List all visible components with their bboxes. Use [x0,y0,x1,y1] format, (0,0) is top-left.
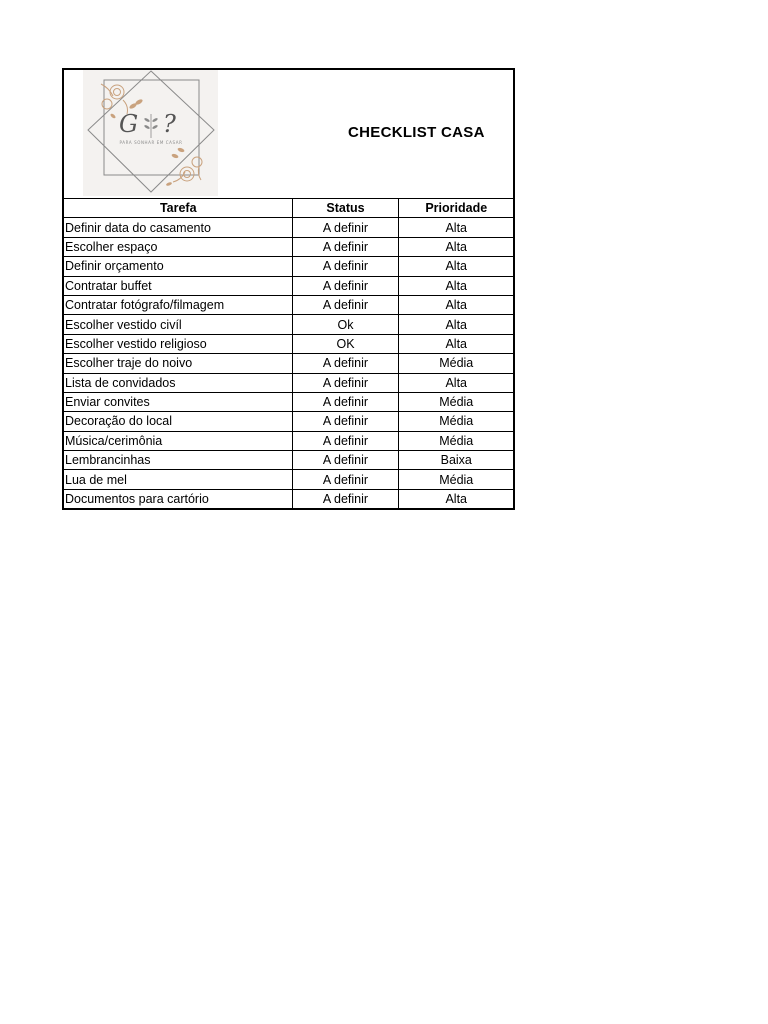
priority-cell[interactable]: Média [398,392,513,411]
sheet-header [64,70,513,199]
priority-cell[interactable]: Alta [398,276,513,295]
task-cell[interactable]: Música/cerimônia [64,431,292,450]
table-row [64,431,513,450]
task-cell[interactable]: Lista de convidados [64,373,292,392]
table-row [64,373,513,392]
status-cell[interactable]: A definir [292,257,398,276]
table-row [64,237,513,256]
svg-text:PARA SONHAR EM CASAR: PARA SONHAR EM CASAR [119,140,183,145]
status-cell[interactable]: A definir [292,237,398,256]
column-header-tarefa: Tarefa [64,199,292,218]
priority-cell[interactable]: Alta [398,295,513,314]
status-cell[interactable]: A definir [292,489,398,508]
task-cell[interactable]: Escolher vestido religioso [64,334,292,353]
table-row [64,354,513,373]
status-cell[interactable]: Ok [292,315,398,334]
task-cell[interactable]: Lembrancinhas [64,451,292,470]
page-title: CHECKLIST CASA [348,124,485,141]
table-header-row [64,199,513,218]
task-cell[interactable]: Definir data do casamento [64,218,292,237]
table-row [64,334,513,353]
task-cell[interactable]: Escolher vestido civíl [64,315,292,334]
task-cell[interactable]: Contratar fotógrafo/filmagem [64,295,292,314]
priority-cell[interactable]: Alta [398,489,513,508]
status-cell[interactable]: A definir [292,451,398,470]
task-cell[interactable]: Contratar buffet [64,276,292,295]
status-cell[interactable]: A definir [292,295,398,314]
column-header-prioridade: Prioridade [425,201,488,216]
priority-cell[interactable]: Média [398,354,513,373]
priority-cell[interactable]: Alta [398,218,513,237]
status-cell[interactable]: A definir [292,373,398,392]
status-cell[interactable]: A definir [292,431,398,450]
task-cell[interactable]: Escolher espaço [64,237,292,256]
priority-cell[interactable]: Média [398,470,513,489]
table-row [64,412,513,431]
table-row [64,218,513,237]
table-row [64,295,513,314]
table-row [64,315,513,334]
checklist-sheet [62,68,515,510]
status-cell[interactable]: A definir [292,354,398,373]
task-cell[interactable]: Documentos para cartório [64,489,292,508]
priority-cell[interactable]: Alta [398,373,513,392]
svg-text:G: G [119,110,139,138]
task-cell[interactable]: Lua de mel [64,470,292,489]
priority-cell[interactable]: Alta [398,334,513,353]
svg-text:?: ? [163,110,176,138]
status-cell[interactable]: A definir [292,412,398,431]
priority-cell[interactable]: Média [398,431,513,450]
status-cell[interactable]: A definir [292,470,398,489]
status-cell[interactable]: A definir [292,218,398,237]
priority-cell[interactable]: Alta [398,257,513,276]
task-cell[interactable]: Definir orçamento [64,257,292,276]
checklist-table [64,199,513,508]
table-row [64,392,513,411]
table-row [64,470,513,489]
task-cell[interactable]: Escolher traje do noivo [64,354,292,373]
priority-cell[interactable]: Alta [398,237,513,256]
monogram-logo-graphic [83,70,218,196]
status-cell[interactable]: A definir [292,392,398,411]
column-header-status: Status [292,199,398,218]
table-row [64,257,513,276]
status-cell[interactable]: A definir [292,276,398,295]
status-cell[interactable]: OK [292,334,398,353]
priority-cell[interactable]: Baixa [398,451,513,470]
task-cell[interactable]: Enviar convites [64,392,292,411]
table-row [64,276,513,295]
table-row [64,489,513,508]
priority-cell[interactable]: Alta [398,315,513,334]
monogram-logo [83,70,218,196]
priority-cell[interactable]: Média [398,412,513,431]
task-cell[interactable]: Decoração do local [64,412,292,431]
table-row [64,451,513,470]
